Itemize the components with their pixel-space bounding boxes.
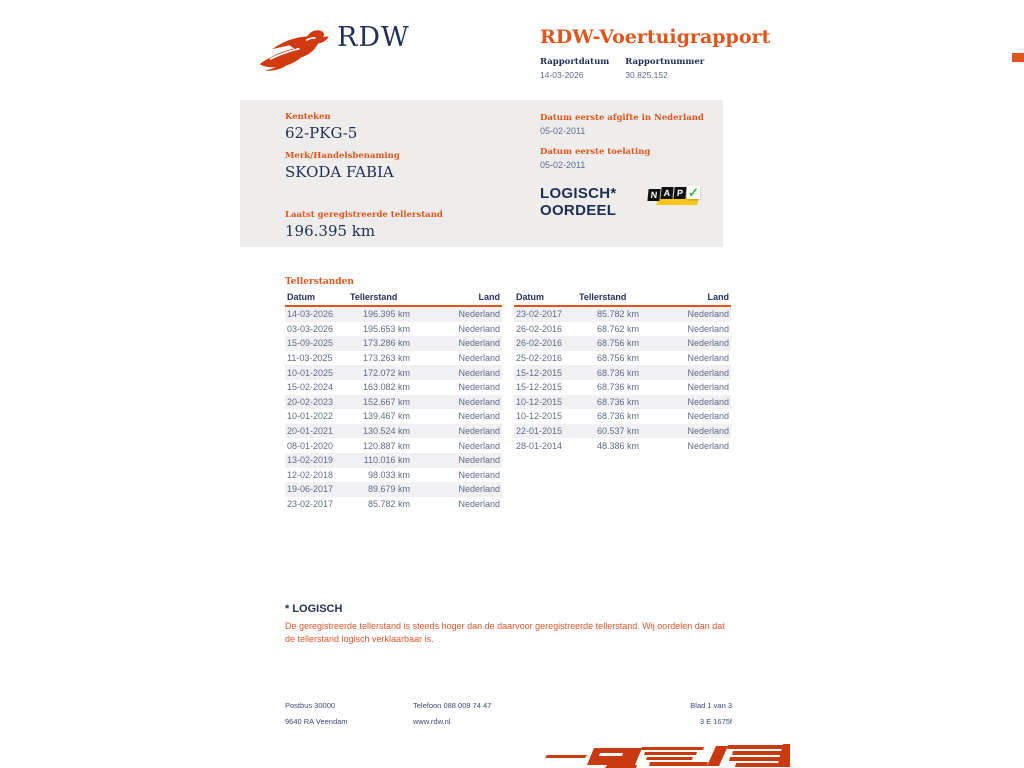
table-cell: 173.263 km — [362, 353, 410, 364]
footer-address — [285, 701, 348, 733]
table-cell: 14-03-2026 — [287, 309, 334, 320]
toelating-block — [540, 147, 704, 170]
table-cell: 28-01-2014 — [516, 440, 563, 451]
table-cell: 10-01-2025 — [287, 367, 334, 378]
table-cell: 48.386 km — [596, 440, 639, 451]
table-cell: 23-02-2017 — [287, 499, 334, 510]
logisch-footnote — [285, 603, 735, 646]
tellerstand-block — [285, 210, 443, 240]
footer-phone: Telefoon 088 008 74 47 — [413, 701, 492, 710]
table-cell: Nederland — [687, 426, 729, 437]
table-cell: Nederland — [687, 367, 729, 378]
kenteken-value: 62-PKG-5 — [285, 124, 358, 142]
table-row — [285, 380, 502, 395]
table-cell: 60.537 km — [596, 426, 639, 437]
table-row — [514, 351, 731, 366]
table-row — [285, 395, 502, 410]
table-row — [514, 380, 731, 395]
table-cell: 12-02-2018 — [287, 469, 334, 480]
table-cell: Nederland — [687, 411, 729, 422]
table-row — [514, 395, 731, 410]
table-row — [514, 365, 731, 380]
table-cell: Nederland — [458, 426, 500, 437]
vehicle-summary-panel — [240, 100, 723, 247]
rdw-stripes-decoration-icon — [545, 744, 790, 768]
tellerstanden-table-right — [514, 291, 731, 511]
table-cell: 68.736 km — [596, 367, 639, 378]
report-number-value: 30.825.152 — [625, 70, 668, 80]
table-row — [514, 409, 731, 424]
table-cell: 26-02-2016 — [516, 323, 563, 334]
toelating-value: 05-02-2011 — [540, 160, 586, 170]
page-title: RDW-Voertuigrapport — [540, 26, 771, 48]
oordeel-label: LOGISCH* OORDEEL — [540, 185, 617, 219]
table-row — [285, 365, 502, 380]
table-cell: Nederland — [458, 469, 500, 480]
afgifte-label: Datum eerste afgifte in Nederland — [540, 113, 704, 123]
nap-letter-p: P — [673, 187, 686, 199]
footer-form-code: 3 E 1675f — [699, 717, 732, 726]
table-cell: 173.286 km — [362, 338, 410, 349]
table-row — [285, 336, 502, 351]
table-cell: Nederland — [687, 396, 729, 407]
afgifte-block — [540, 113, 704, 136]
merk-block — [285, 151, 400, 181]
table-cell: 68.736 km — [596, 396, 639, 407]
table-row — [285, 409, 502, 424]
col-land: Land — [707, 292, 729, 302]
nap-letter-n: N — [647, 189, 660, 201]
table-cell: 10-12-2015 — [516, 396, 563, 407]
table-cell: Nederland — [687, 382, 729, 393]
table-row — [285, 438, 502, 453]
table-cell: Nederland — [458, 323, 500, 334]
kenteken-label: Kenteken — [285, 112, 331, 122]
table-cell: Nederland — [458, 499, 500, 510]
table-cell: 10-01-2022 — [287, 411, 334, 422]
table-cell: Nederland — [458, 455, 500, 466]
table-cell: Nederland — [458, 440, 500, 451]
table-cell: 68.756 km — [596, 353, 639, 364]
table-cell: 85.782 km — [596, 309, 639, 320]
table-cell: Nederland — [458, 396, 500, 407]
nap-logo-icon — [648, 186, 700, 209]
footer-website[interactable]: www.rdw.nl — [413, 717, 451, 726]
table-cell: Nederland — [458, 382, 500, 393]
col-tellerstand: Tellerstand — [350, 292, 398, 302]
table-cell: 163.082 km — [362, 382, 410, 393]
brand-wordmark: RDW — [337, 22, 410, 53]
table-header — [285, 291, 502, 307]
report-date-label: Rapportdatum — [540, 57, 610, 67]
table-cell: Nederland — [458, 367, 500, 378]
table-cell: 26-02-2016 — [516, 338, 563, 349]
table-cell: 172.072 km — [362, 367, 410, 378]
col-tellerstand: Tellerstand — [579, 292, 627, 302]
table-cell: Nederland — [687, 309, 729, 320]
nap-letter-a: A — [660, 187, 673, 199]
table-row — [285, 424, 502, 439]
table-row — [285, 497, 502, 512]
col-datum: Datum — [516, 292, 545, 302]
table-cell: 15-12-2015 — [516, 382, 563, 393]
col-datum: Datum — [287, 292, 316, 302]
table-cell: 15-02-2024 — [287, 382, 334, 393]
table-row — [514, 424, 731, 439]
footer-postbus: Postbus 30000 — [285, 701, 336, 710]
table-cell: 10-12-2015 — [516, 411, 563, 422]
table-cell: 68.736 km — [596, 382, 639, 393]
table-cell: 03-03-2026 — [287, 323, 334, 334]
table-row — [514, 307, 731, 322]
table-cell: Nederland — [458, 338, 500, 349]
table-row — [285, 453, 502, 468]
table-cell: 19-06-2017 — [287, 484, 334, 495]
table-cell: 22-01-2015 — [516, 426, 563, 437]
table-cell: 196.395 km — [362, 309, 410, 320]
table-cell: Nederland — [687, 338, 729, 349]
footnote-text: De geregistreerde tellerstand is steeds hoger dan de daarvoor geregistreerde tellerstand. Wij oordelen dan dat de tellerstand logisch verklaarbaar is. — [285, 621, 725, 644]
tellerstanden-heading: Tellerstanden — [285, 277, 354, 287]
table-row — [514, 438, 731, 453]
table-cell: 20-01-2021 — [287, 426, 334, 437]
table-header — [514, 291, 731, 307]
table-row — [285, 351, 502, 366]
table-cell: Nederland — [687, 440, 729, 451]
table-cell: Nederland — [458, 353, 500, 364]
tellerstand-label: Laatst geregistreerde tellerstand — [285, 210, 443, 220]
table-cell: Nederland — [458, 309, 500, 320]
table-row — [285, 307, 502, 322]
table-cell: 68.736 km — [596, 411, 639, 422]
table-cell: 98.033 km — [367, 469, 410, 480]
report-number-label: Rapportnummer — [625, 57, 705, 67]
table-cell: 13-02-2019 — [287, 455, 334, 466]
table-cell: 130.524 km — [362, 426, 410, 437]
table-cell: 15-12-2015 — [516, 367, 563, 378]
table-cell: Nederland — [687, 323, 729, 334]
table-cell: 08-01-2020 — [287, 440, 334, 451]
table-cell: 68.756 km — [596, 338, 639, 349]
toelating-label: Datum eerste toelating — [540, 147, 651, 157]
kenteken-block — [285, 112, 400, 142]
table-cell: 120.887 km — [362, 440, 410, 451]
rdw-logo-bird-icon — [256, 28, 334, 74]
table-cell: 85.782 km — [367, 499, 410, 510]
footer-contact — [413, 701, 491, 733]
report-number — [625, 57, 704, 80]
tellerstanden-table-left — [285, 291, 502, 511]
table-cell: 68.762 km — [596, 323, 639, 334]
table-cell: 195.653 km — [362, 323, 410, 334]
table-cell: 89.679 km — [367, 484, 410, 495]
footer-page-info — [690, 701, 732, 733]
table-row — [285, 322, 502, 337]
table-row — [514, 322, 731, 337]
table-cell: Nederland — [458, 484, 500, 495]
nap-check-icon: ✓ — [688, 184, 699, 200]
table-cell: 23-02-2017 — [516, 309, 563, 320]
col-land: Land — [478, 292, 500, 302]
report-date — [540, 57, 609, 80]
table-cell: 110.016 km — [363, 455, 410, 466]
table-cell: 25-02-2016 — [516, 353, 563, 364]
footer-city: 9640 RA Veendam — [285, 717, 348, 726]
table-row — [514, 336, 731, 351]
footnote-title: * LOGISCH — [285, 603, 343, 615]
table-row — [285, 482, 502, 497]
table-cell: Nederland — [687, 353, 729, 364]
table-cell: 15-09-2025 — [287, 338, 334, 349]
table-cell: 11-03-2025 — [287, 353, 333, 364]
table-cell: 20-02-2023 — [287, 396, 334, 407]
table-cell: Nederland — [458, 411, 500, 422]
footer-page-indicator: Blad 1 van 3 — [690, 701, 732, 710]
table-cell: 152.667 km — [362, 396, 410, 407]
tellerstanden-section — [285, 277, 732, 511]
tellerstand-value: 196.395 km — [285, 222, 376, 240]
table-row — [285, 468, 502, 483]
afgifte-value: 05-02-2011 — [540, 126, 586, 136]
report-date-value: 14-03-2026 — [540, 70, 584, 80]
merk-value: SKODA FABIA — [285, 163, 394, 181]
report-meta — [540, 57, 704, 80]
page-edge-mark — [1012, 53, 1024, 62]
merk-label: Merk/Handelsbenaming — [285, 151, 400, 161]
table-cell: 139.467 km — [362, 411, 410, 422]
